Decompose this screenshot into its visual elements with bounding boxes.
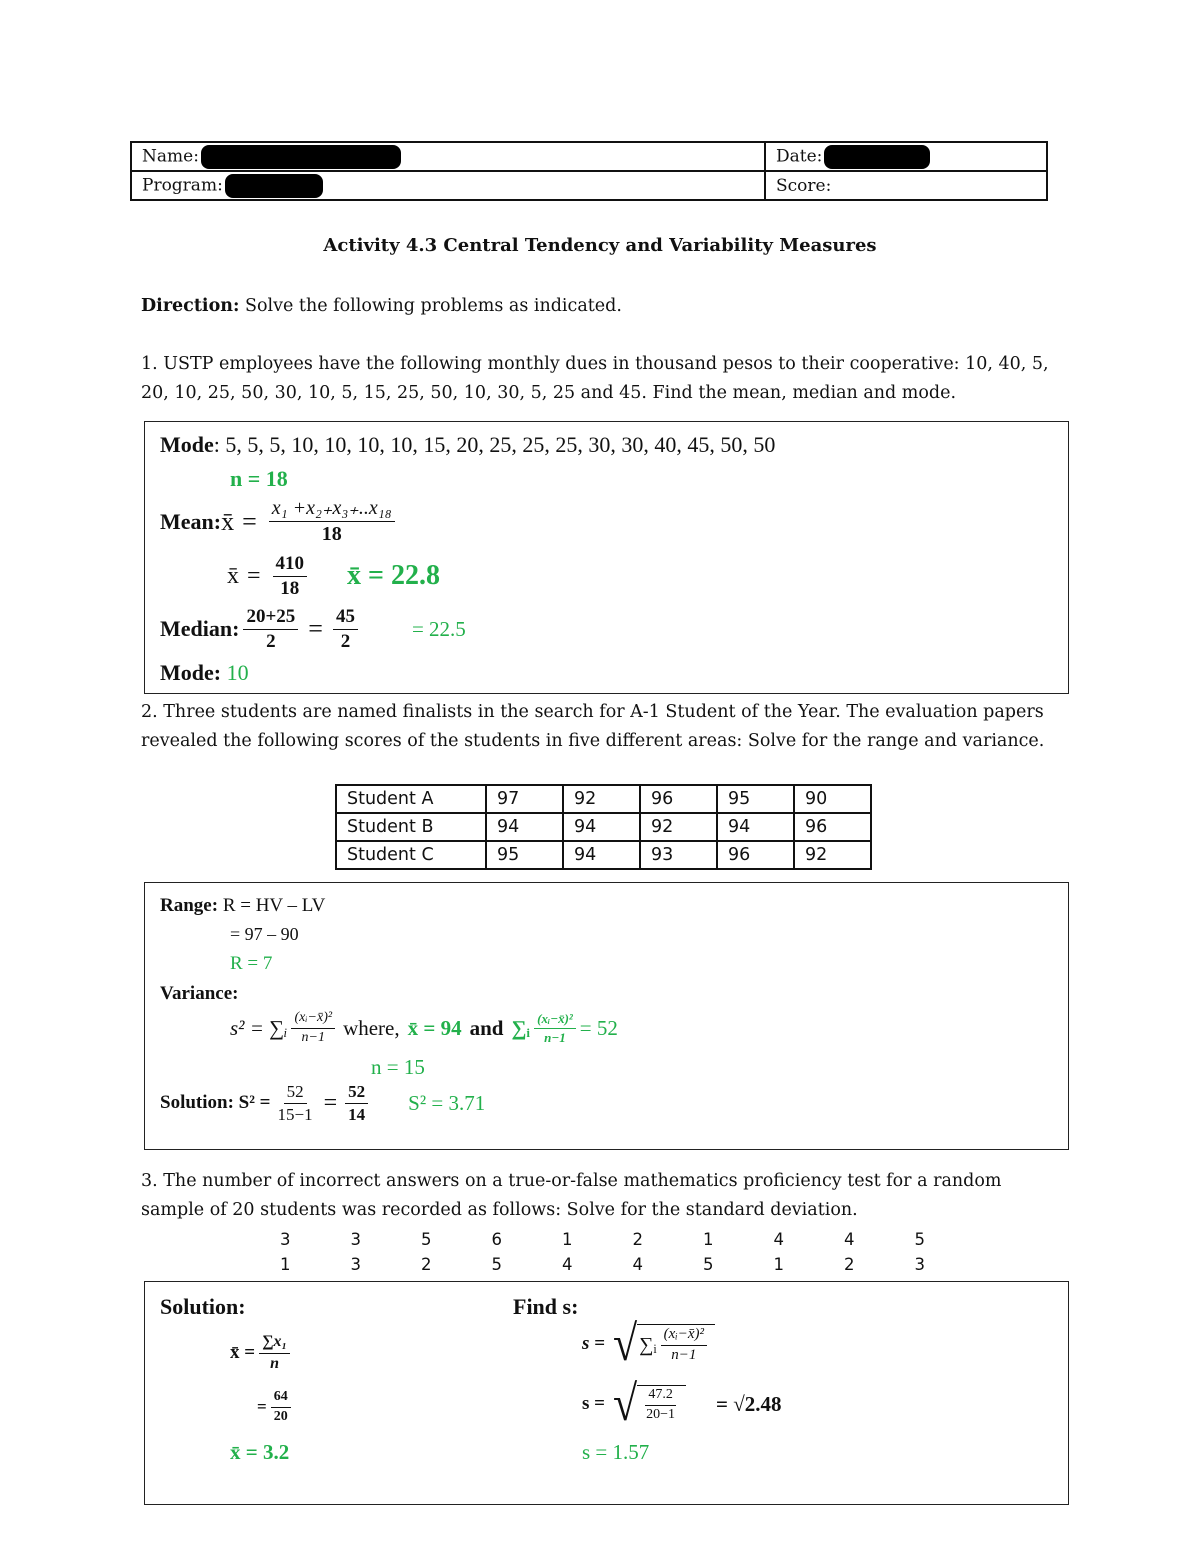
s-equals: s = bbox=[582, 1333, 605, 1354]
sum-fraction bbox=[534, 1012, 576, 1044]
sorted-label: Mode bbox=[160, 432, 214, 457]
mean-fraction bbox=[259, 1334, 290, 1373]
variance-label: Variance: bbox=[160, 983, 239, 1004]
mean-numerator: ∑x₁ bbox=[259, 1334, 290, 1354]
sd-radical-2 bbox=[612, 1375, 686, 1432]
mean-denominator: 18 bbox=[321, 523, 342, 545]
range-calc: = 97 – 90 bbox=[230, 924, 299, 944]
student-name: Student C bbox=[336, 841, 486, 869]
equals-sign-2: = bbox=[247, 562, 261, 589]
table-row bbox=[336, 785, 871, 813]
mean-symbol-2: x̄ bbox=[227, 562, 239, 589]
sorted-values-line bbox=[160, 432, 775, 458]
score-cell: 96 bbox=[794, 813, 871, 841]
score-cell: 94 bbox=[486, 813, 563, 841]
variance-fraction bbox=[291, 1011, 335, 1045]
median-line bbox=[160, 607, 466, 652]
mean-symbol: x̄ bbox=[221, 506, 235, 536]
problem-3-answer-box bbox=[144, 1281, 1069, 1505]
sd-fraction bbox=[661, 1327, 707, 1364]
data-value: 2 bbox=[844, 1255, 855, 1274]
mean-label: Mean: bbox=[160, 508, 222, 534]
data-value: 4 bbox=[562, 1255, 573, 1274]
sd-radical bbox=[612, 1315, 715, 1372]
median-fraction-1 bbox=[243, 607, 298, 652]
mean-formula bbox=[160, 498, 399, 545]
sd-intermediate: = √2.48 bbox=[716, 1391, 782, 1416]
equals-sign: = bbox=[323, 1089, 338, 1116]
data-value: 3 bbox=[350, 1230, 361, 1249]
sd-substitution bbox=[582, 1375, 782, 1432]
data-value: 1 bbox=[703, 1230, 714, 1249]
student-name: Student B bbox=[336, 813, 486, 841]
mode-label: Mode: bbox=[160, 660, 222, 685]
name-label: Name: bbox=[142, 146, 199, 166]
score-cell: 92 bbox=[563, 785, 640, 813]
xbar-equals: x̄ = bbox=[230, 1342, 256, 1364]
program-redaction bbox=[225, 174, 323, 198]
data-value: 5 bbox=[703, 1255, 714, 1274]
equals-sign: = bbox=[242, 506, 257, 536]
range-label: Range: bbox=[160, 895, 219, 916]
problem-3-text: 3. The number of incorrect answers on a true-or-false mathematics proficiency test for a random sample of 20 students was recorded as follows: Solve for the standard deviation. bbox=[141, 1171, 1002, 1220]
score-cell[interactable] bbox=[765, 171, 1047, 200]
data-value: 1 bbox=[773, 1255, 784, 1274]
data-value: 2 bbox=[632, 1230, 643, 1249]
sd-radicand-2 bbox=[637, 1385, 686, 1422]
median-numerator-2: 45 bbox=[333, 607, 358, 630]
sum-symbol: ∑ᵢ bbox=[639, 1334, 657, 1356]
date-redaction bbox=[824, 145, 930, 169]
direction-text: Solve the following problems as indicated. bbox=[239, 296, 622, 316]
data-value: 4 bbox=[844, 1230, 855, 1249]
date-label: Date: bbox=[776, 146, 823, 166]
substitution-numerator: 64 bbox=[271, 1390, 291, 1408]
sd-result: s = 1.57 bbox=[582, 1440, 650, 1464]
sum-symbol: ∑ᵢ bbox=[511, 1015, 531, 1040]
score-cell: 97 bbox=[486, 785, 563, 813]
score-cell: 90 bbox=[794, 785, 871, 813]
data-value: 5 bbox=[914, 1230, 925, 1249]
score-label: Score: bbox=[776, 175, 832, 196]
table-row bbox=[336, 813, 871, 841]
range-result: R = 7 bbox=[230, 953, 273, 974]
mode-line bbox=[160, 660, 249, 686]
data-value: 3 bbox=[914, 1255, 925, 1274]
score-cell: 93 bbox=[640, 841, 717, 869]
mean-substitution bbox=[257, 1390, 295, 1424]
name-cell[interactable] bbox=[131, 142, 765, 171]
data-value: 3 bbox=[350, 1255, 361, 1274]
data-row bbox=[250, 1255, 970, 1280]
program-label: Program: bbox=[142, 175, 223, 195]
name-redaction bbox=[201, 145, 401, 169]
n-value: n = 18 bbox=[230, 466, 288, 491]
mean-sum-line bbox=[227, 554, 440, 599]
data-grid bbox=[250, 1230, 970, 1280]
mean-denominator: n bbox=[270, 1354, 280, 1372]
range-line bbox=[160, 895, 325, 917]
sum-numerator: (xᵢ−x̄)² bbox=[534, 1012, 576, 1029]
median-fraction-2 bbox=[333, 607, 358, 652]
sd-fraction-2 bbox=[643, 1388, 678, 1422]
solution-numerator-1: 52 bbox=[284, 1083, 307, 1104]
problem-1-text: 1. USTP employees have the following monthly dues in thousand pesos to their cooperative: 10, 40, 5, 20, 10, 25, 50, 30, 10, 5, 15, 25, 50, 10, 30, 5, 25 and 45. Find the mean, median and mode. bbox=[141, 354, 1049, 403]
mean-fraction bbox=[269, 498, 395, 545]
data-value: 6 bbox=[491, 1230, 502, 1249]
score-cell: 92 bbox=[640, 813, 717, 841]
sum-numerator: 410 bbox=[273, 554, 308, 577]
n-value: n = 15 bbox=[371, 1055, 425, 1079]
data-value: 4 bbox=[632, 1255, 643, 1274]
table-row bbox=[336, 841, 871, 869]
mean-formula bbox=[230, 1334, 294, 1373]
solution-denominator-1: 15−1 bbox=[277, 1104, 313, 1124]
variance-denominator: n−1 bbox=[301, 1029, 325, 1045]
data-row bbox=[250, 1230, 970, 1255]
variance-result: S² = 3.71 bbox=[408, 1090, 486, 1115]
find-label: Find s: bbox=[513, 1294, 579, 1319]
page-title: Activity 4.3 Central Tendency and Variability Measures bbox=[323, 235, 877, 256]
problem-2-text: 2. Three students are named finalists in the search for A-1 Student of the Year. The evaluation papers revealed the following scores of the students in five different areas: Solve for the range and variance. bbox=[141, 702, 1045, 751]
score-cell: 94 bbox=[563, 813, 640, 841]
xbar-value: x̄ = 94 bbox=[407, 1015, 462, 1040]
equals-sign: = bbox=[257, 1397, 267, 1417]
direction-label: Direction: bbox=[141, 296, 240, 316]
median-label: Median: bbox=[160, 616, 240, 642]
score-cell: 94 bbox=[717, 813, 794, 841]
sd-numerator-2: 47.2 bbox=[645, 1388, 676, 1406]
mean-result: x̄ = 22.8 bbox=[347, 560, 441, 592]
sd-formula bbox=[582, 1315, 715, 1372]
data-value: 4 bbox=[773, 1230, 784, 1249]
median-denominator-1: 2 bbox=[266, 630, 276, 652]
data-value: 5 bbox=[421, 1230, 432, 1249]
variance-solution bbox=[160, 1083, 485, 1124]
sd-radicand bbox=[637, 1324, 715, 1364]
sqrt-icon: √ bbox=[612, 1375, 638, 1432]
median-numerator-1: 20+25 bbox=[243, 607, 298, 630]
range-formula: R = HV – LV bbox=[222, 895, 326, 916]
sum-denominator: 18 bbox=[280, 577, 300, 599]
data-value: 3 bbox=[280, 1230, 291, 1249]
direction bbox=[141, 292, 1061, 321]
solution-fraction-2 bbox=[345, 1083, 368, 1124]
and-text: and bbox=[469, 1015, 504, 1040]
solution-fraction-1 bbox=[275, 1083, 316, 1124]
data-value: 1 bbox=[562, 1230, 573, 1249]
score-cell: 94 bbox=[563, 841, 640, 869]
median-denominator-2: 2 bbox=[340, 630, 351, 652]
sd-denominator: n−1 bbox=[671, 1347, 697, 1363]
problem-2-answer-box bbox=[144, 882, 1069, 1150]
mean-result: x̄ = 3.2 bbox=[230, 1440, 290, 1464]
variance-numerator: (xᵢ−x̄)² bbox=[291, 1011, 335, 1029]
substitution-fraction bbox=[271, 1390, 291, 1424]
score-cell: 96 bbox=[640, 785, 717, 813]
where-text: where, bbox=[343, 1015, 400, 1040]
student-info-table bbox=[130, 141, 1048, 201]
solution-numerator-2: 52 bbox=[345, 1083, 368, 1104]
data-value: 1 bbox=[280, 1255, 291, 1274]
solution-label: Solution: S² = bbox=[160, 1092, 271, 1114]
score-cell: 95 bbox=[717, 785, 794, 813]
sd-numerator: (xᵢ−x̄)² bbox=[661, 1327, 707, 1346]
sum-denominator: n−1 bbox=[544, 1029, 566, 1045]
data-value: 2 bbox=[421, 1255, 432, 1274]
variance-formula bbox=[230, 1011, 618, 1045]
s-equals-2: s = bbox=[582, 1393, 605, 1414]
median-result: = 22.5 bbox=[411, 616, 466, 641]
mode-value: 10 bbox=[226, 660, 249, 685]
score-cell: 96 bbox=[717, 841, 794, 869]
student-name: Student A bbox=[336, 785, 486, 813]
equals-sign-3: = bbox=[308, 614, 323, 644]
sqrt-icon: √ bbox=[612, 1315, 638, 1372]
solution-denominator-2: 14 bbox=[348, 1104, 366, 1124]
sorted-values: : 5, 5, 5, 10, 10, 10, 10, 15, 20, 25, 25, 25, 30, 30, 40, 45, 50, 50 bbox=[213, 432, 776, 457]
sum-result: = 52 bbox=[579, 1015, 618, 1040]
sum-fraction bbox=[273, 554, 308, 599]
sd-denominator-2: 20−1 bbox=[646, 1407, 676, 1422]
program-cell[interactable] bbox=[131, 171, 765, 200]
mean-numerator: x₁ +x₂₊x₃₊..x₁₈ bbox=[269, 498, 395, 522]
score-cell: 95 bbox=[486, 841, 563, 869]
date-cell[interactable] bbox=[765, 142, 1047, 171]
solution-label: Solution: bbox=[160, 1294, 246, 1319]
student-scores-table bbox=[335, 784, 872, 870]
substitution-denominator: 20 bbox=[273, 1408, 288, 1424]
problem-1-answer-box bbox=[144, 421, 1069, 694]
score-cell: 92 bbox=[794, 841, 871, 869]
s2-symbol: s² = ∑ᵢ bbox=[230, 1015, 288, 1040]
data-value: 5 bbox=[491, 1255, 502, 1274]
